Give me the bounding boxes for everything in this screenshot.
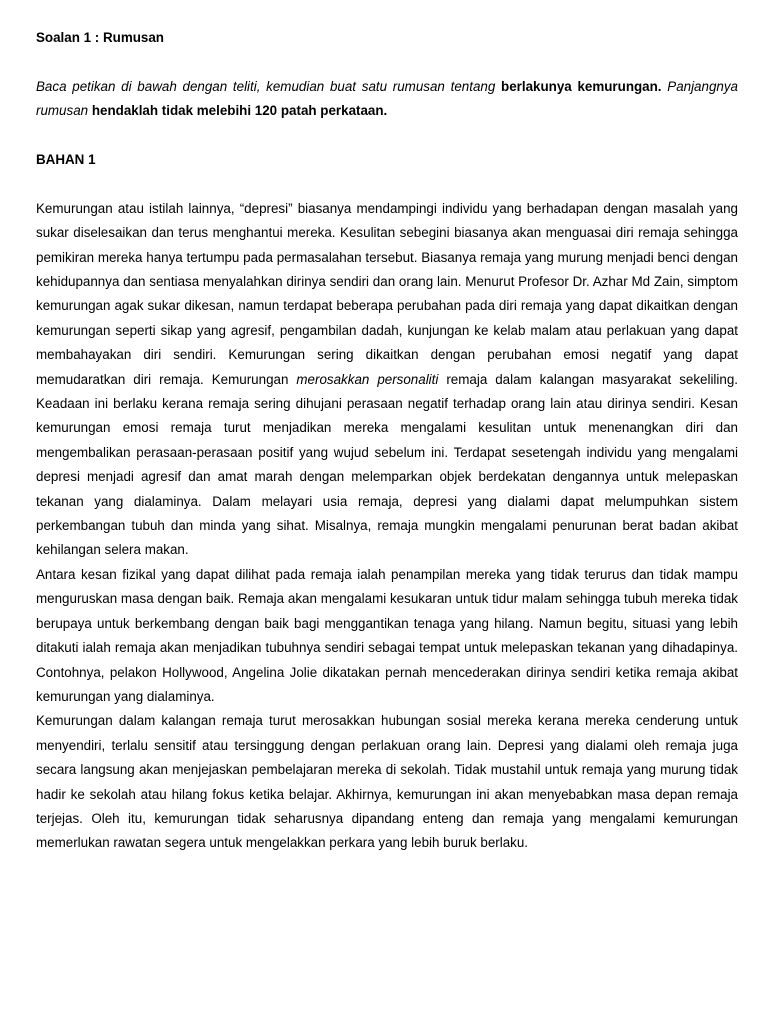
- instruction-italic-1: Baca petikan di bawah dengan teliti, kemudian buat satu rumusan tentang: [36, 78, 502, 94]
- passage-paragraph-2: Antara kesan fizikal yang dapat dilihat pada remaja ialah penampilan mereka yang tidak terurus dan tidak mampu menguruskan masa dengan baik. Remaja akan mengalami kesukaran untuk tidur malam sehingga tubuh mereka tidak berupaya untuk berkembang dengan baik bagi menggantikan tenaga yang hilang. Namun begitu, situasi yang lebih ditakuti ialah remaja akan menjadikan tubuhnya sendiri sebagai tempat untuk melepaskan tekanan yang dihadapinya. Contohnya, pelakon Hollywood, Angelina Jolie dikatakan pernah mencederakan dirinya sendiri ketika remaja akibat kemurungan yang dialaminya.: [36, 566, 738, 704]
- paragraph-1-text-a: Kemurungan atau istilah lainnya, “depresi” biasanya mendampingi individu yang berhadapan dengan masalah yang sukar diselesaikan dan terus menghantui mereka. Kesulitan sebegini biasanya akan menguasai diri remaja sehingga pemikiran mereka hanya tertumpu pada permasalahan tersebut. Biasanya remaja yang murung menjadi benci dengan kehidupannya dan sentiasa menyalahkan dirinya sendiri dan orang lain. Menurut Profesor Dr. Azhar Md Zain, simptom kemurungan agak sukar dikesan, namun terdapat beberapa perubahan pada diri remaja yang dapat dikaitkan dengan kemurungan seperti sikap yang agresif, pengambilan dadah, kunjungan ke kelab malam atau perlakuan yang dapat membahayakan diri sendiri. Kemurungan sering dikaitkan dengan perubahan emosi negatif yang dapat memudaratkan diri remaja. Kemurungan: [36, 200, 738, 387]
- passage-paragraph-3: Kemurungan dalam kalangan remaja turut merosakkan hubungan sosial mereka kerana mereka cenderung untuk menyendiri, terlalu sensitif atau tersinggung dengan perlakuan orang lain. Depresi yang dialami oleh remaja juga secara langsung akan menjejaskan pembelajaran mereka di sekolah. Tidak mustahil untuk remaja yang murung tidak hadir ke sekolah atau hilang fokus ketika belajar. Akhirnya, kemurungan ini akan menyebabkan masa depan remaja terjejas. Oleh itu, kemurungan tidak seharusnya dipandang enteng dan remaja yang mengalami kemurungan memerlukan rawatan segera untuk mengelakkan perkara yang lebih buruk berlaku.: [36, 713, 738, 851]
- passage-paragraph-1: [36, 197, 738, 563]
- instruction-italic-2: Panjangnya rumusan: [36, 78, 738, 119]
- instruction-bold-1: berlakunya kemurungan.: [501, 78, 662, 94]
- document-page: [36, 26, 738, 856]
- paragraph-1-text-b: remaja dalam kalangan masyarakat sekeliling. Keadaan ini berlaku kerana remaja sering dihujani perasaan negatif terhadap orang lain atau dirinya sendiri. Kesan kemurungan emosi remaja turut menjadikan mereka mengalami kesulitan untuk menenangkan diri dan mengembalikan perasaan-perasaan positif yang wujud sebelum ini. Terdapat sesetengah individu yang mengalami depresi menjadi agresif dan amat marah dengan melemparkan objek berdekatan dengannya untuk melepaskan tekanan yang dialaminya. Dalam melayari usia remaja, depresi yang dialami dapat melumpuhkan sistem perkembangan tubuh dan minda yang sihat. Misalnya, remaja mungkin mengalami penurunan berat badan akibat kehilangan selera makan.: [36, 371, 738, 558]
- instruction-bold-2: hendaklah tidak melebihi 120 patah perkataan.: [88, 103, 388, 119]
- source-title: BAHAN 1: [36, 152, 96, 167]
- instruction-text: [36, 75, 738, 124]
- question-heading: Soalan 1 : Rumusan: [36, 30, 164, 45]
- paragraph-1-italic: merosakkan personaliti: [296, 371, 439, 387]
